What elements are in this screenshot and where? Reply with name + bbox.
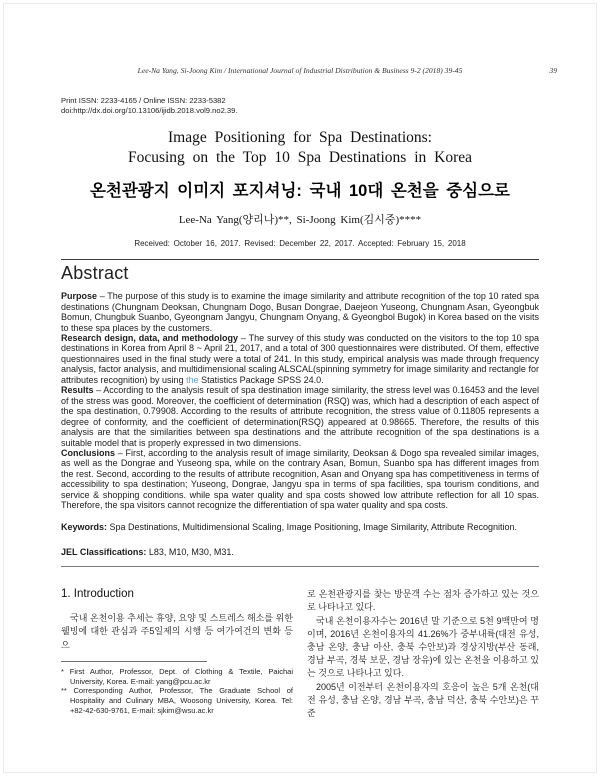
issn-doi-block <box>61 96 539 115</box>
footnote-2-text: Corresponding Author, Professor, The Graduate School of Hospitality and Culinary MBA, Woosong University, Korea. Tel: +82-42-630-9761, E-mail: sjkim@wsu.ac.kr <box>66 686 293 715</box>
page-content <box>4 66 596 720</box>
abstract-top-rule <box>61 259 539 260</box>
authors-line: Lee-Na Yang(양리나)**, Si-Joong Kim(김시중)**** <box>178 214 422 227</box>
paper-page <box>3 3 597 773</box>
right-paragraph-1: 로 온천관광지를 찾는 방문객 수는 점차 증가하고 있는 것으로 나타나고 있다. <box>307 589 539 613</box>
abstract-conclusions-paragraph <box>61 448 539 511</box>
keywords-label: Keywords: <box>61 521 108 532</box>
abstract-results-paragraph <box>61 385 539 448</box>
footnote-corresponding-author <box>61 686 293 715</box>
methodology-label: Research design, data, and methodology <box>61 333 239 343</box>
right-column <box>307 588 539 720</box>
section-1-heading: 1. Introduction <box>61 588 134 601</box>
journal-citation: Lee-Na Yang, Si-Joong Kim / International Journal of Industrial Distribution & Business 9-2 (2018) 39-45 <box>137 66 463 75</box>
two-column-body <box>61 588 539 720</box>
page-number: 39 <box>549 66 557 75</box>
issn-line: Print ISSN: 2233-4165 / Online ISSN: 2233-5382 <box>61 96 226 105</box>
abstract-body <box>61 291 539 511</box>
keywords-text: Spa Destinations, Multidimensional Scaling, Image Positioning, Image Similarity, Attribute Recognition. <box>107 521 518 532</box>
jel-label: JEL Classifications: <box>61 547 147 558</box>
jel-line <box>61 547 539 557</box>
abstract-purpose-paragraph <box>61 291 539 333</box>
footnote-2-marker: ** <box>61 686 67 696</box>
footnote-1-text: First Author, Professor, Dept. of Clothing & Textile, Paichai University, Korea. E-mail: yang@pcu.ac.kr <box>63 666 293 686</box>
running-head <box>61 66 557 75</box>
inline-link-the[interactable]: the <box>186 374 199 385</box>
title-line-1: Image Positioning for Spa Destinations: <box>168 129 432 147</box>
footnote-first-author <box>61 667 293 686</box>
intro-paragraph: 국내 온천이용 추세는 휴양, 요양 및 스트레스 해소를 위한 웰빙에 대한 관심과 주5일제의 시행 등 여가여건의 변화 등으 <box>61 613 293 650</box>
title-line-2: Focusing on the Top 10 Spa Destinations in Korea <box>127 149 473 167</box>
methodology-text-post: Statistics Package SPSS 24.0. <box>198 374 324 385</box>
abstract-bottom-rule <box>61 566 539 567</box>
purpose-label: Purpose <box>61 291 98 302</box>
conclusions-label: Conclusions <box>61 447 116 458</box>
results-text: – According to the analysis result of spa destination image similarity, the stress level was 0.16453 and the level of the stress was good. Moreover, the coefficient of determination (RSQ) was, which had a description of each aspect of the spa destination, 0.79908. According to the results of attribute recognition, the stress value of 0.11805 represents a degree of conformity, and the coefficient of determination(RSQ) appeared at 0.98665. Therefore, the results of this analysis are that the similarities between spa destinations and the attribute recognition of the spa destinations is a suitable model that is properly expressed in two dimensions. <box>61 385 539 448</box>
doi-line: doi:http://dx.doi.org/10.13106/ijidb.2018.vol9.no2.39. <box>61 105 238 115</box>
dates-line: Received: October 16, 2017. Revised: December 22, 2017. Accepted: February 15, 2018 <box>134 239 466 249</box>
article-title-english <box>61 128 539 168</box>
results-label: Results <box>61 385 94 396</box>
abstract-methodology-paragraph <box>61 333 539 385</box>
right-paragraph-3: 2005년 이전부터 온천이용자의 호응이 높은 5개 온천(대전 유성, 충남 온양, 경남 부곡, 충남 덕산, 충북 수안보)은 꾸준 <box>307 681 539 719</box>
methodology-text-pre: – The survey of this study was conducted on the visitors to the top 10 spa destinations in Korea from April 8 ~ April 21, 2017, and a total of 300 questionnaires were distributed. Of them, effective questionnaires used in the final study were a total of 241. In this study, empirical analysis was made through frequency analysis, factor analysis, and multidimensional scaling ALSCAL(spinning symmetry for image similarity and rectangle for attributes recognition) by using <box>61 333 539 385</box>
keywords-line <box>61 522 539 533</box>
article-title-korean: 온천관광지 이미지 포지셔닝: 국내 10대 온천을 중심으로 <box>89 182 510 201</box>
footnote-rule <box>61 661 207 662</box>
purpose-text: – The purpose of this study is to examine the image similarity and attribute recognition of the top 10 rated spa destinations (Chungnam Deoksan, Chungnam Dogo, Busan Dongrae, Daejeon Yuseong, Chungnam Asan, Gyeongbuk Bomun, Chungbuk Suanbo, Gyeongnam Jangyu, Chungnam Onyang, & Gyeongbol Bugok) in Korea based on the visits to these spa places by the customers. <box>61 291 539 333</box>
jel-text: L83, M10, M30, M31. <box>146 547 234 558</box>
footnote-1-marker: * <box>61 666 64 676</box>
conclusions-text: – First, according to the analysis result of image similarity, Deoksan & Dogo spa revealed similar images, as well as the Dongrae and Yuseong spa, while on the contrary Asan, Bomun, Suanbo spa has different images from the rest. Second, according to the results of attribute recognition, Asan and Onyang spa has competitiveness in terms of accessibility to spa destination; Yuseong, Dongrae, Jangyu spa in terms of spa facilities, spa tourism conditions, and service & shopping conditions. while spa water quality and spa costs showed low attribute reflection for all 10 spas. Therefore, the spa visitors cannot recognize the differentiation of spa water quality and spa costs. <box>61 447 539 511</box>
left-column <box>61 588 293 720</box>
abstract-heading: Abstract <box>61 263 129 284</box>
footnotes-block <box>61 667 293 716</box>
right-paragraph-2: 국내 온천이용자수는 2016년 말 기준으로 5천 9백만여 명이며, 2016년 온천이용자의 41.26%가 중부내륙(대전 유성, 충남 온양, 충남 아산, 충북 수안보)과 경상지방(부산 동래, 경남 부곡, 경북 보문, 경남 장유)에 있는 온천을 이용하고 있는 것으로 나타나고 있다. <box>307 615 539 679</box>
